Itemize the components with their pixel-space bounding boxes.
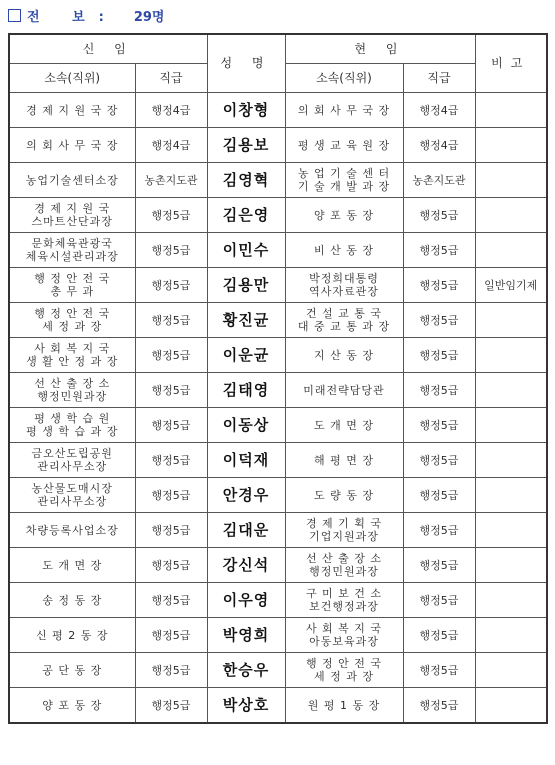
- new-grade-cell: 행정5급: [135, 198, 207, 233]
- new-dept-cell: 경 제 지 원 국 스마트산단과장: [9, 198, 135, 233]
- new-grade-cell: 행정5급: [135, 653, 207, 688]
- new-grade-cell: 행정5급: [135, 268, 207, 303]
- table-row: [9, 478, 547, 513]
- current-grade-cell: 행정5급: [403, 653, 475, 688]
- table-body: [9, 93, 547, 724]
- current-grade-cell: 행정5급: [403, 443, 475, 478]
- new-dept-cell: 사 회 복 지 국 생 활 안 정 과 장: [9, 338, 135, 373]
- current-grade-cell: 농촌지도관: [403, 163, 475, 198]
- table-row: [9, 268, 547, 303]
- new-dept-cell: 송 정 동 장: [9, 583, 135, 618]
- remark-cell: [475, 478, 547, 513]
- current-dept-cell: 해 평 면 장: [285, 443, 403, 478]
- current-grade-cell: 행정5급: [403, 618, 475, 653]
- transfer-label: 전 보:: [27, 9, 118, 25]
- current-dept-cell: 구 미 보 건 소 보건행정과장: [285, 583, 403, 618]
- table-row: [9, 128, 547, 163]
- table-row: [9, 653, 547, 688]
- new-dept-cell: 도 개 면 장: [9, 548, 135, 583]
- remark-cell: [475, 163, 547, 198]
- table-row: [9, 93, 547, 128]
- table-row: [9, 338, 547, 373]
- new-dept-column-header: 소속(직위): [9, 64, 135, 93]
- new-dept-cell: 선 산 출 장 소 행정민원과장: [9, 373, 135, 408]
- name-cell: 김영혁: [207, 163, 285, 198]
- current-dept-cell: 지 산 동 장: [285, 338, 403, 373]
- new-grade-cell: 행정5급: [135, 513, 207, 548]
- new-dept-cell: 경 제 지 원 국 장: [9, 93, 135, 128]
- transfer-count: 29명: [133, 9, 165, 25]
- current-dept-cell: 양 포 동 장: [285, 198, 403, 233]
- current-dept-cell: 의 회 사 무 국 장: [285, 93, 403, 128]
- new-grade-cell: 행정5급: [135, 443, 207, 478]
- new-dept-cell: 평 생 학 습 원 평 생 학 습 과 장: [9, 408, 135, 443]
- current-grade-cell: 행정5급: [403, 408, 475, 443]
- name-cell: 이민수: [207, 233, 285, 268]
- new-grade-cell: 행정4급: [135, 93, 207, 128]
- name-cell: 이동상: [207, 408, 285, 443]
- remark-cell: [475, 408, 547, 443]
- table-row: [9, 443, 547, 478]
- table-row: [9, 303, 547, 338]
- current-grade-cell: 행정4급: [403, 93, 475, 128]
- current-dept-column-header: 소속(직위): [285, 64, 403, 93]
- current-dept-cell: 행 정 안 전 국 세 정 과 장: [285, 653, 403, 688]
- current-grade-cell: 행정5급: [403, 268, 475, 303]
- remark-cell: [475, 198, 547, 233]
- current-grade-column-header: 직급: [403, 64, 475, 93]
- table-row: [9, 233, 547, 268]
- new-grade-cell: 행정5급: [135, 583, 207, 618]
- current-grade-cell: 행정5급: [403, 548, 475, 583]
- remark-cell: [475, 513, 547, 548]
- new-dept-cell: 양 포 동 장: [9, 688, 135, 724]
- new-grade-cell: 행정5급: [135, 618, 207, 653]
- remark-cell: [475, 583, 547, 618]
- remark-cell: [475, 373, 547, 408]
- remark-cell: [475, 303, 547, 338]
- checkbox-square-icon: [8, 9, 21, 22]
- name-cell: 김태영: [207, 373, 285, 408]
- document-header: [8, 4, 165, 26]
- name-cell: 이창형: [207, 93, 285, 128]
- name-cell: 강신석: [207, 548, 285, 583]
- current-grade-cell: 행정4급: [403, 128, 475, 163]
- new-grade-cell: 행정5급: [135, 233, 207, 268]
- table-row: [9, 618, 547, 653]
- new-dept-cell: 행 정 안 전 국 세 정 과 장: [9, 303, 135, 338]
- current-dept-cell: 선 산 출 장 소 행정민원과장: [285, 548, 403, 583]
- name-cell: 이운균: [207, 338, 285, 373]
- remark-column-header: 비고: [475, 34, 547, 93]
- current-grade-cell: 행정5급: [403, 373, 475, 408]
- new-dept-cell: 의 회 사 무 국 장: [9, 128, 135, 163]
- current-dept-cell: 도 개 면 장: [285, 408, 403, 443]
- remark-cell: [475, 548, 547, 583]
- new-grade-cell: 행정5급: [135, 303, 207, 338]
- table-row: [9, 688, 547, 724]
- name-cell: 김은영: [207, 198, 285, 233]
- table-row: [9, 373, 547, 408]
- current-dept-cell: 비 산 동 장: [285, 233, 403, 268]
- current-grade-cell: 행정5급: [403, 478, 475, 513]
- current-grade-cell: 행정5급: [403, 198, 475, 233]
- name-cell: 한승우: [207, 653, 285, 688]
- name-cell: 김용만: [207, 268, 285, 303]
- name-cell: 안경우: [207, 478, 285, 513]
- table-row: [9, 408, 547, 443]
- name-cell: 황진균: [207, 303, 285, 338]
- current-dept-cell: 원 평 1 동 장: [285, 688, 403, 724]
- current-dept-cell: 경 제 기 획 국 기업지원과장: [285, 513, 403, 548]
- current-dept-cell: 미래전략담당관: [285, 373, 403, 408]
- new-dept-cell: 행 정 안 전 국 총 무 과: [9, 268, 135, 303]
- current-dept-cell: 도 량 동 장: [285, 478, 403, 513]
- remark-cell: [475, 618, 547, 653]
- new-dept-cell: 농업기술센터소장: [9, 163, 135, 198]
- personnel-table: [8, 33, 548, 724]
- new-grade-cell: 행정5급: [135, 688, 207, 724]
- current-dept-cell: 평 생 교 육 원 장: [285, 128, 403, 163]
- new-dept-cell: 공 단 동 장: [9, 653, 135, 688]
- current-position-group-header: 현 임: [285, 34, 475, 64]
- new-grade-cell: 행정5급: [135, 408, 207, 443]
- table-row: [9, 548, 547, 583]
- remark-cell: [475, 443, 547, 478]
- current-dept-cell: 사 회 복 지 국 아동보육과장: [285, 618, 403, 653]
- name-cell: 김용보: [207, 128, 285, 163]
- name-cell: 이우영: [207, 583, 285, 618]
- new-position-group-header: 신 임: [9, 34, 207, 64]
- table-row: [9, 198, 547, 233]
- remark-cell: [475, 688, 547, 724]
- current-dept-cell: 농 업 기 술 센 터 기 술 개 발 과 장: [285, 163, 403, 198]
- remark-cell: [475, 93, 547, 128]
- current-grade-cell: 행정5급: [403, 233, 475, 268]
- new-dept-cell: 농산물도매시장 관리사무소장: [9, 478, 135, 513]
- name-cell: 박상호: [207, 688, 285, 724]
- remark-cell: 일반임기제: [475, 268, 547, 303]
- new-grade-cell: 행정5급: [135, 548, 207, 583]
- remark-cell: [475, 338, 547, 373]
- new-grade-cell: 행정5급: [135, 338, 207, 373]
- table-row: [9, 163, 547, 198]
- new-dept-cell: 차량등록사업소장: [9, 513, 135, 548]
- current-grade-cell: 행정5급: [403, 583, 475, 618]
- current-grade-cell: 행정5급: [403, 688, 475, 724]
- name-column-header: 성 명: [207, 34, 285, 93]
- current-dept-cell: 건 설 교 통 국 대 중 교 통 과 장: [285, 303, 403, 338]
- remark-cell: [475, 653, 547, 688]
- table-row: [9, 513, 547, 548]
- name-cell: 이덕재: [207, 443, 285, 478]
- new-grade-cell: 농촌지도관: [135, 163, 207, 198]
- new-grade-cell: 행정4급: [135, 128, 207, 163]
- current-grade-cell: 행정5급: [403, 338, 475, 373]
- current-grade-cell: 행정5급: [403, 303, 475, 338]
- new-grade-cell: 행정5급: [135, 478, 207, 513]
- new-dept-cell: 금오산도립공원 관리사무소장: [9, 443, 135, 478]
- name-cell: 박영희: [207, 618, 285, 653]
- table-row: [9, 583, 547, 618]
- new-dept-cell: 문화체육관광국 체육시설관리과장: [9, 233, 135, 268]
- current-dept-cell: 박정희대통령 역사자료관장: [285, 268, 403, 303]
- remark-cell: [475, 128, 547, 163]
- new-grade-cell: 행정5급: [135, 373, 207, 408]
- name-cell: 김대운: [207, 513, 285, 548]
- remark-cell: [475, 233, 547, 268]
- new-dept-cell: 신 평 2 동 장: [9, 618, 135, 653]
- current-grade-cell: 행정5급: [403, 513, 475, 548]
- new-grade-column-header: 직급: [135, 64, 207, 93]
